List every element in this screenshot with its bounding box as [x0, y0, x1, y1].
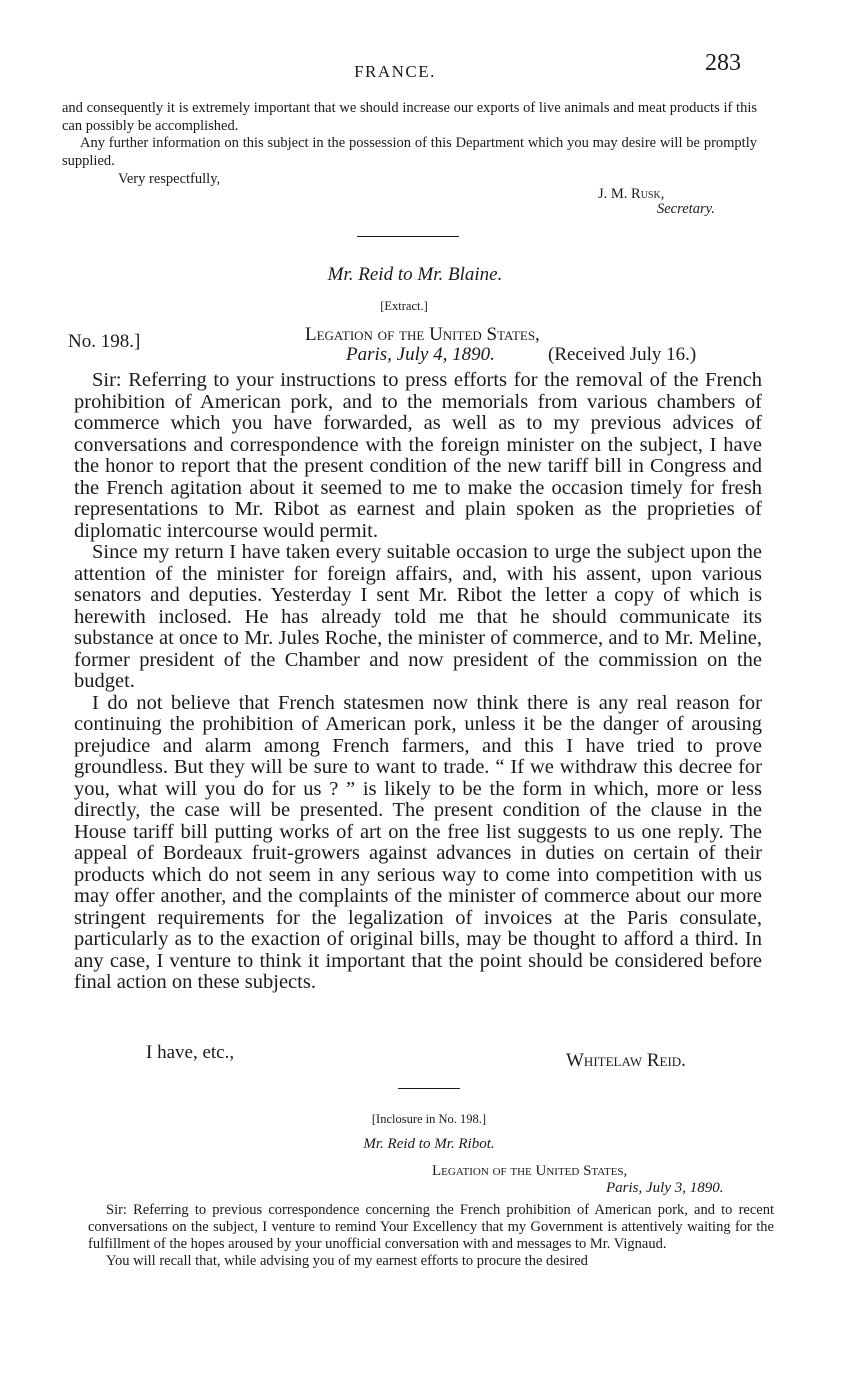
inclosure-note: [Inclosure in No. 198.]	[371, 1112, 487, 1126]
inclosure-legation: Legation of the United States,	[432, 1163, 628, 1179]
inclosure-place-date: Paris, July 3, 1890.	[606, 1180, 724, 1196]
rusk-signature: J. M. Rusk,	[598, 186, 665, 202]
inclosure-paragraph-1: Sir: Referring to previous correspondence concerning the French prohibition of American pork, and to recent conversations on the subject, I venture to remind Your Excellency that my Government is attentively waiting for the fulfillment of the hopes aroused by your unofficial conversation with and messages to Mr. Vignaud.	[88, 1202, 774, 1252]
rusk-paragraph-1: and consequently it is extremely important that we should increase our exports of live animals and meat products if this can possibly be accomplished.	[62, 100, 757, 134]
inclosure-body	[88, 1202, 774, 1270]
section-divider-2	[398, 1088, 460, 1089]
legation-line: Legation of the United States,	[305, 324, 540, 345]
inclosure-paragraph-2: You will recall that, while advising you of my earnest efforts to procure the desired	[106, 1253, 588, 1269]
extract-note: [Extract.]	[380, 299, 428, 313]
letter-paragraph-1: Sir: Referring to your instructions to press efforts for the removal of the French prohibition of American pork, and to the memorials from various chambers of commerce which you have forwarded, as well as to my previous advices of conversations and correspondence with the foreign minister on the subject, I have the honor to report that the present condition of the new tariff bill in Congress and the French agitation about it seemed to me to make the occasion timely for fresh representations to Mr. Ribot as earnest and plain spoken as the proprieties of diplomatic intercourse would permit.	[74, 369, 762, 542]
rusk-closing: Very respectfully,	[118, 171, 221, 187]
letter-paragraph-2: Since my return I have taken every suitable occasion to urge the subject upon the attention of the minister for foreign affairs, and, with his assent, upon various senators and deputies. Yesterday I sent Mr. Ribot the letter a copy of which is herewith inclosed. He has already told me that he should communicate its substance at once to Mr. Jules Roche, the minister of commerce, and to Mr. Meline, former president of the Chamber and now president of the commission on the budget.	[74, 541, 762, 692]
letter-closing: I have, etc.,	[146, 1042, 235, 1063]
page-number: 283	[705, 50, 741, 76]
rusk-paragraph-2: Any further information on this subject in the possession of this Department which you may desire will be promptly supplied.	[62, 135, 757, 169]
place-date: Paris, July 4, 1890.	[346, 344, 495, 365]
letter-heading: Mr. Reid to Mr. Blaine.	[327, 264, 503, 285]
received-date: (Received July 16.)	[548, 344, 697, 365]
dispatch-number: No. 198.]	[68, 331, 141, 352]
inclosure-heading: Mr. Reid to Mr. Ribot.	[363, 1136, 495, 1152]
running-header-title: FRANCE.	[354, 62, 436, 81]
rusk-signature-title: Secretary.	[657, 201, 715, 217]
section-divider	[357, 236, 459, 237]
letter-signature: Whitelaw Reid.	[566, 1050, 686, 1071]
letter-body	[74, 370, 762, 994]
rusk-letter-body	[62, 100, 757, 170]
letter-paragraph-3: I do not believe that French statesmen now think there is any real reason for continuing the prohibition of American pork, unless it be the danger of arousing prejudice and alarm among French farmers, and this I have tried to prove groundless. But they will be sure to want to trade. “ If we withdraw this decree for you, what will you do for us ? ” is likely to be the form in which, more or less directly, the case will be presented. The present condition of the clause in the House tariff bill putting works of art on the free list suggests to us one reply. The appeal of Bordeaux fruit-growers against advances in duties on certain of their products which do not seem in any serious way to come into competition with us may offer another, and the complaints of the minister of commerce about our more stringent requirements for the legalization of invoices at the Paris consulate, particularly as to the exaction of original bills, may be thought to afford a third. In any case, I venture to think it important that the point should be considered before final action on these subjects.	[74, 691, 762, 993]
